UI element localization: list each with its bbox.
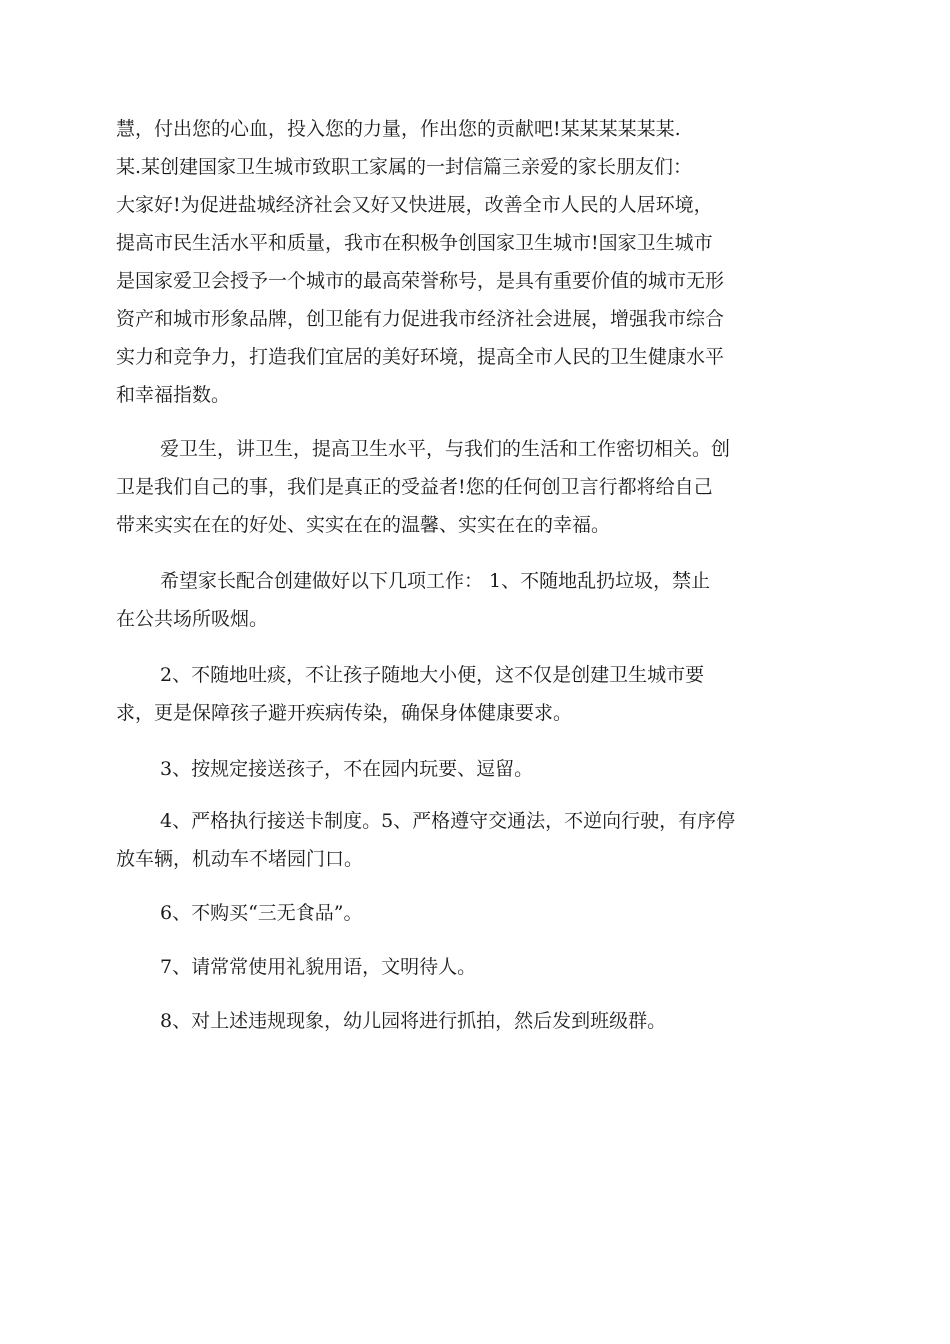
text-line: 带来实实在在的好处、实实在在的温馨、实实在在的幸福。: [116, 514, 611, 536]
paragraph-8: [116, 948, 836, 986]
text-line: 是国家爱卫会授予一个城市的最高荣誉称号，是具有重要价值的城市无形: [116, 270, 725, 292]
text-line: 8、对上述违规现象，幼儿园将进行抓拍，然后发到班级群。: [160, 1010, 667, 1032]
text-line: 某.某创建国家卫生城市致职工家属的一封信篇三亲爱的家长朋友们：: [116, 156, 693, 178]
text-line: 4、严格执行接送卡制度。5、严格遵守交通法，不逆向行驶，有序停: [160, 810, 736, 832]
text-line: 大家好!为促进盐城经济社会又好又快进展，改善全市人民的人居环境，: [116, 194, 713, 216]
paragraph-5: [116, 750, 836, 788]
text-line: 慧，付出您的心血，投入您的力量，作出您的贡献吧!某某某某某某.: [116, 118, 681, 140]
paragraph-9: [116, 1002, 836, 1040]
paragraph-6: [116, 802, 836, 878]
paragraph-3: [116, 562, 836, 638]
text-line: 实力和竞争力，打造我们宜居的美好环境，提高全市人民的卫生健康水平: [116, 346, 725, 368]
text-line: 2、不随地吐痰，不让孩子随地大小便，这不仅是创建卫生城市要: [160, 664, 705, 686]
text-line: 在公共场所吸烟。: [116, 608, 269, 630]
text-line: 放车辆，机动车不堵园门口。: [116, 848, 364, 870]
text-line: 7、请常常使用礼貌用语，文明待人。: [160, 956, 477, 978]
text-line: 希望家长配合创建做好以下几项工作： 1、不随地乱扔垃圾，禁止: [160, 570, 711, 592]
text-line: 求，更是保障孩子避开疾病传染，确保身体健康要求。: [116, 702, 573, 724]
text-line: 爱卫生，讲卫生，提高卫生水平，与我们的生活和工作密切相关。创: [160, 438, 731, 460]
paragraph-1: [116, 110, 836, 414]
text-line: 资产和城市形象品牌，创卫能有力促进我市经济社会进展，增强我市综合: [116, 308, 725, 330]
text-line: 卫是我们自己的事，我们是真正的受益者!您的任何创卫言行都将给自己: [116, 476, 713, 498]
text-line: 和幸福指数。: [116, 384, 231, 406]
text-line: 提高市民生活水平和质量，我市在积极争创国家卫生城市!国家卫生城市: [116, 232, 713, 254]
paragraph-7: [116, 894, 836, 932]
text-line: 3、按规定接送孩子，不在园内玩要、逗留。: [160, 758, 534, 780]
paragraph-4: [116, 656, 836, 732]
paragraph-2: [116, 430, 836, 544]
text-line: 6、不购买“三无食品”。: [160, 902, 363, 924]
